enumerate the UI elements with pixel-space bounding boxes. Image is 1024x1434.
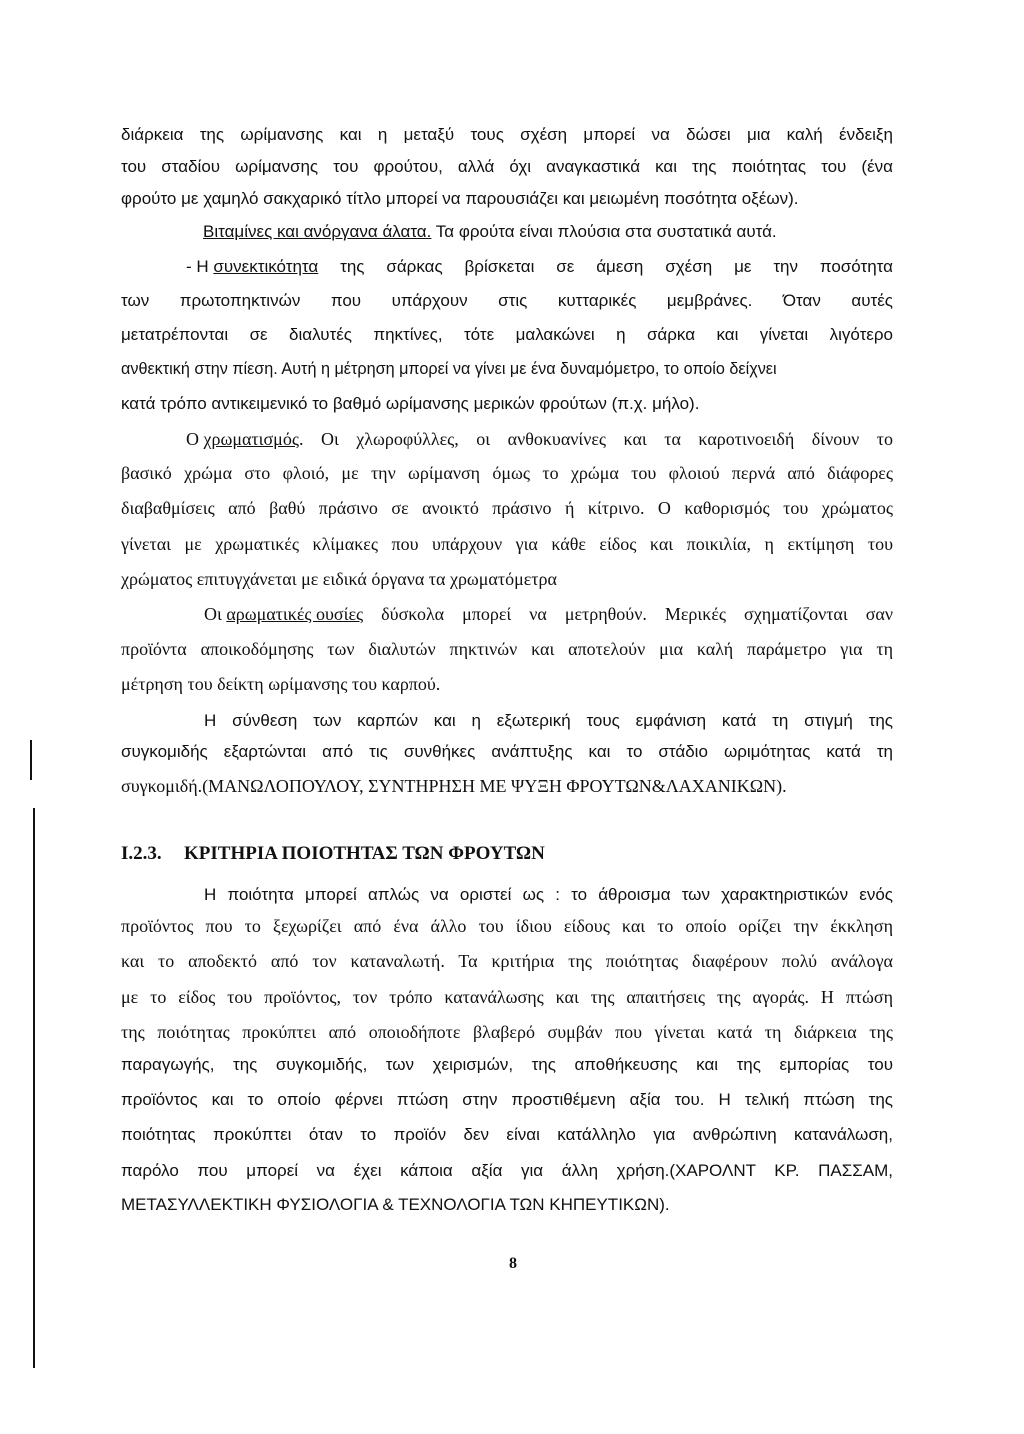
- paragraph-line: ποιότητας προκύπτει όταν το προϊόν δεν είναι κατάλληλο για ανθρώπινη κατανάλωση,: [121, 1125, 893, 1144]
- paragraph-line: μετατρέπονται σε διαλυτές πηκτίνες, τότε μαλακώνει η σάρκα και γίνεται λιγότερο: [121, 325, 893, 344]
- paragraph-line: Η σύνθεση των καρπών και η εξωτερική τους εμφάνιση κατά τη στιγμή της: [204, 711, 893, 730]
- paragraph-line: φρούτο με χαμηλό σακχαρικό τίτλο μπορεί να παρουσιάζει και μειωμένη ποσότητα οξέων).: [121, 189, 799, 208]
- paragraph-line: διάρκεια της ωρίμανσης και η μεταξύ τους σχέση μπορεί να δώσει μια καλή ένδειξη: [121, 125, 893, 144]
- paragraph-line: προϊόντος που το ξεχωρίζει από ένα άλλο του ίδιου είδους και το οποίο ορίζει την έκκληση: [121, 916, 893, 936]
- cohesion-line: [186, 256, 893, 278]
- paragraph-line: συγκομιδής εξαρτώνται από τις συνθήκες ανάπτυξης και το στάδιο ωριμότητας κατά τη: [121, 742, 893, 761]
- paragraph-line: χρώματος επιτυγχάνεται με ειδικά όργανα τα χρωματόμετρα: [121, 569, 557, 589]
- paragraph-line: συγκομιδή.(ΜΑΝΩΛΟΠΟΥΛΟΥ, ΣΥΝΤΗΡΗΣΗ ΜΕ ΨΥΞΗ ΦΡΟΥΤΩΝ&ΛΑΧΑΝΙΚΩΝ).: [121, 776, 787, 796]
- paragraph-line: κατά τρόπο αντικειμενικό το βαθμό ωρίμανσης μερικών φρούτων (π.χ. μήλο).: [121, 394, 700, 413]
- vitamins-line: [203, 221, 777, 243]
- aroma-term: αρωματικές ουσίες: [226, 604, 364, 624]
- color-term: χρωματισμός: [203, 429, 299, 449]
- paragraph-line: μέτρηση του δείκτη ωρίμανσης του καρπού.: [121, 674, 441, 694]
- paragraph-line: διαβαθμίσεις από βαθύ πράσινο σε ανοικτό πράσινο ή κίτρινο. Ο καθορισμός του χρώματος: [121, 498, 893, 518]
- aroma-text: δύσκολα μπορεί να μετρηθούν. Μερικές σχηματίζονται σαν: [363, 604, 893, 624]
- cohesion-term: συνεκτικότητα: [213, 257, 319, 276]
- paragraph-line: του σταδίου ωρίμανσης του φρούτου, αλλά όχι αναγκαστικά και της ποιότητας του (ένα: [121, 157, 893, 176]
- paragraph-line: των πρωτοπηκτινών που υπάρχουν στις κυτταρικές μεμβράνες. Όταν αυτές: [121, 291, 893, 310]
- cohesion-text: της σάρκας βρίσκεται σε άμεση σχέση με την ποσότητα: [318, 257, 893, 276]
- vitamins-term: Βιταμίνες και ανόργανα άλατα.: [203, 222, 432, 241]
- paragraph-line: προϊόντος και το οποίο φέρνει πτώση στην προστιθέμενη αξία του. Η τελική πτώση της: [121, 1090, 893, 1109]
- paragraph-line: παρόλο που μπορεί να έχει κάποια αξία για άλλη χρήση.(ΧΑΡΟΛΝΤ ΚΡ. ΠΑΣΣΑΜ,: [121, 1161, 893, 1180]
- scan-margin-line: [33, 808, 35, 1368]
- section-number: I.2.3.: [121, 843, 162, 864]
- paragraph-line: με το είδος του προϊόντος, τον τρόπο κατανάλωσης και της απαιτήσεις της αγοράς. Η πτώση: [121, 987, 893, 1007]
- paragraph-line: και το αποδεκτό από τον καταναλωτή. Τα κριτήρια της ποιότητας διαφέρουν πολύ ανάλογα: [121, 951, 893, 971]
- paragraph-line: Η ποιότητα μπορεί απλώς να οριστεί ως : το άθροισμα των χαρακτηριστικών ενός: [204, 885, 893, 904]
- aroma-prefix: Οι: [204, 604, 227, 624]
- paragraph-line: προϊόντα αποικοδόμησης των διαλυτών πηκτινών και αποτελούν μια καλή παράμετρο για τη: [121, 639, 893, 659]
- aroma-line: [204, 603, 893, 625]
- paragraph-line: παραγωγής, της συγκομιδής, των χειρισμών, της αποθήκευσης και της εμπορίας του: [121, 1055, 893, 1074]
- section-title: ΚΡΙΤΗΡΙΑ ΠΟΙΟΤΗΤΑΣ ΤΩΝ ΦΡΟΥΤΩΝ: [184, 843, 545, 864]
- paragraph-line: γίνεται με χρωματικές κλίμακες που υπάρχουν για κάθε είδος και ποικιλία, η εκτίμηση του: [121, 534, 893, 554]
- scan-margin-line: [30, 740, 32, 780]
- paragraph-line: ανθεκτική στην πίεση. Αυτή η μέτρηση μπορεί να γίνει με ένα δυναμόμετρο, το οποίο δείχνει: [121, 360, 777, 378]
- cohesion-prefix: - Η: [186, 257, 214, 276]
- color-text: . Οι χλωροφύλλες, οι ανθοκυανίνες και τα καροτινοειδή δίνουν το: [298, 429, 893, 449]
- vitamins-text: Τα φρούτα είναι πλούσια στα συστατικά αυτά.: [431, 222, 777, 241]
- page-number: 8: [509, 1255, 517, 1272]
- paragraph-line: βασικό χρώμα στο φλοιό, με την ωρίμανση όμως το χρώμα του φλοιού περνά από διάφορες: [121, 463, 893, 483]
- color-line: [186, 428, 893, 450]
- color-prefix: Ο: [186, 429, 204, 449]
- paragraph-line: ΜΕΤΑΣΥΛΛΕΚΤΙΚΗ ΦΥΣΙΟΛΟΓΙΑ & ΤΕΧΝΟΛΟΓΙΑ ΤΩΝ ΚΗΠΕΥΤΙΚΩΝ).: [121, 1195, 670, 1214]
- paragraph-line: της ποιότητας προκύπτει από οποιοδήποτε βλαβερό συμβάν που γίνεται κατά τη διάρκεια της: [121, 1022, 893, 1042]
